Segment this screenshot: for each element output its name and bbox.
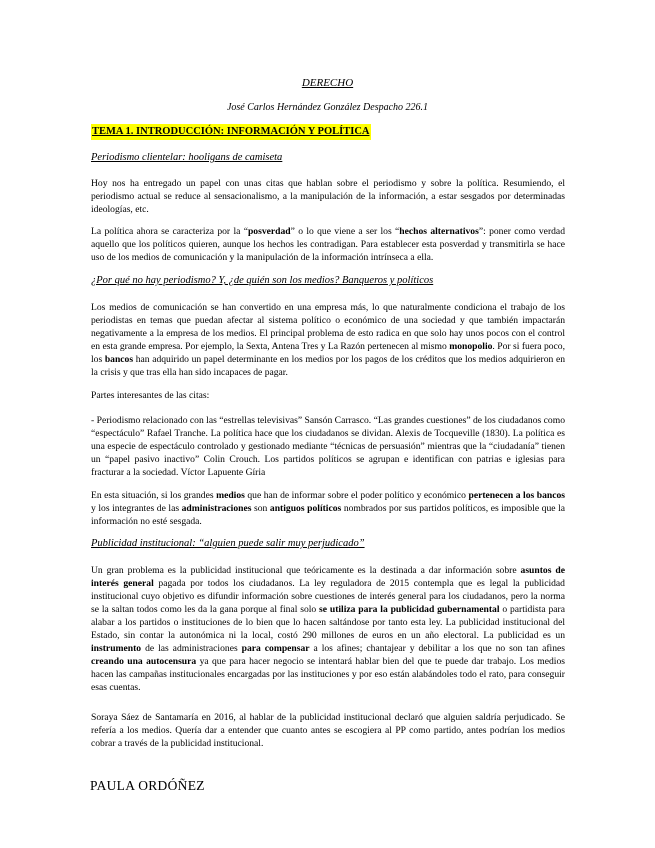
- paragraph-partes: Partes interesantes de las citas:: [91, 390, 210, 401]
- section-heading-publicidad: Publicidad institucional: “alguien puede salir muy perjudicado”: [91, 538, 365, 549]
- paragraph-posverdad: La política ahora se caracteriza por la “posverdad” o lo que viene a ser los “hechos alternativos”: poner como verdad aquello que los políticos quieren, aunque los hechos les contradigan. Para establecer esta posverdad y transmitirla se hace uso de los medios de comunicación y la manipulación de la información intrínseca a ella.: [91, 226, 565, 263]
- footer-name: PAULA ORDÓÑEZ: [90, 778, 205, 793]
- paragraph-publicidad: Un gran problema es la publicidad institucional que teóricamente es la destinada a dar información sobre asuntos de interés general pagada por todos los ciudadanos. La ley reguladora de 2015 contempla que es legal la publicidad institucional cuyo objetivo es difundir información sobre cuestiones de interés general para los ciudadanos, pero la norma se la saltan todos como les da la gana porque al final solo se utiliza para la publicidad gubernamental o partidista para alabar a los partidos o instituciones de lo bien que lo hacen saltándose por tanto esta ley. La publicidad institucional del Estado, sin contar la autonómica ni la local, costó 290 millones de euros en un año electoral. La publicidad es un instrumento de las administraciones para compensar a los afines; chantajear y debilitar a los que no son tan afines creando una autocensura ya que para hacer negocio se intentará hablar bien del que te puede dar trabajo. Los medios hacen las campañas institucionales encargadas por las instituciones y por eso están alabándoles todo el rato, para conseguir esas cuentas.: [91, 565, 566, 693]
- section-heading-banqueros: ¿Por qué no hay periodismo? Y, ¿de quién son los medios? Banqueros y políticos: [91, 275, 434, 286]
- section-heading-clientelar: Periodismo clientelar: hooligans de camiseta: [91, 152, 283, 163]
- paragraph-intro: Hoy nos ha entregado un papel con unas citas que hablan sobre el periodismo y sobre la política. Resumiendo, el periodismo actual se reduce al sensacionalismo, a la manipulación de la información, a estar sesgados por determinadas ideologías, etc.: [91, 178, 565, 215]
- paragraph-soraya: Soraya Sáez de Santamaría en 2016, al hablar de la publicidad institucional declaró que alguien saldría perjudicado. Se refería a los medios. Quería dar a entender que cuanto antes se escogiera al PP como partido, antes podrían los medios cobrar a través de la publicidad institucional.: [91, 712, 565, 749]
- paragraph-citas: - Periodismo relacionado con las “estrellas televisivas” Sansón Carrasco. “Las grandes cuestiones” de los ciudadanos como “espectáculo” Rafael Tranche. La política hace que los ciudadanos se dividan. Alexis de Tocqueville (1830). La política es una especie de espectáculo controlado y gestionado mediante “técnicas de persuasión” mientras que la “ciudadanía” tienen un “papel pasivo inactivo” Colin Crouch. Los partidos políticos se agrupan e identifican con patrias e iglesias para fracturar a la sociedad. Víctor Lapuente Gíria: [91, 415, 565, 478]
- paragraph-medios: Los medios de comunicación se han convertido en una empresa más, lo que naturalmente condiciona el trabajo de los periodistas en temas que puedan afectar al sistema político o económico de una sociedad y que también impactarán negativamente a la empresa de los medios. El principal problema de esto radica en que solo hay unos pocos con el control en esta grande empresa. Por ejemplo, la Sexta, Antena Tres y La Razón pertenecen al mismo monopolio. Por si fuera poco, los bancos han adquirido un papel determinante en los medios por los pagos de los créditos que los medios adquirieron en la crisis y que tras ella han sido incapaces de pagar.: [91, 302, 565, 378]
- paragraph-situacion: En esta situación, si los grandes medios que han de informar sobre el poder político y económico pertenecen a los bancos y los integrantes de las administraciones son antiguos políticos nombrados por sus partidos políticos, es imposible que la información no esté sesgada.: [91, 490, 566, 527]
- document-title: DERECHO: [301, 77, 354, 89]
- topic-heading: TEMA 1. INTRODUCCIÓN: INFORMACIÓN Y POLÍTICA: [91, 124, 371, 140]
- author-line: José Carlos Hernández González Despacho 226.1: [226, 102, 429, 113]
